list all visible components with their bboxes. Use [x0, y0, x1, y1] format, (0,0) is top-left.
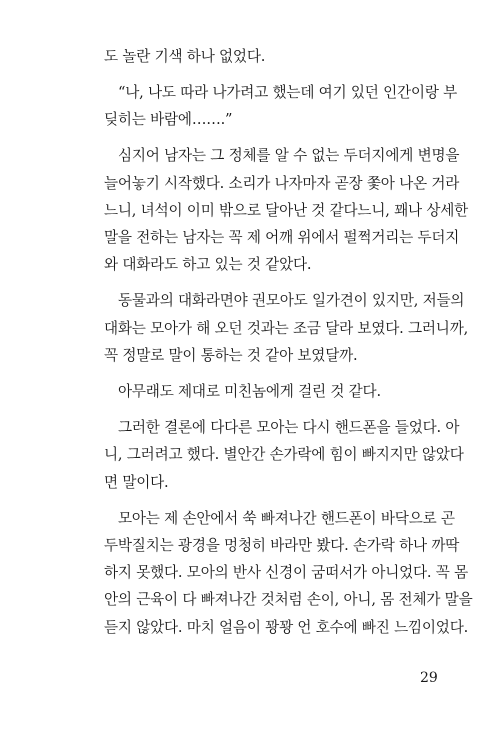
- text-line: 그러한 결론에 다다른 모아는 다시 핸드폰을 들었다. 아: [118, 419, 460, 436]
- text-line: 니, 그러려고 했다. 별안간 손가락에 힘이 빠지지만 않았다: [104, 446, 464, 463]
- text-line: 와 대화라도 하고 있는 것 같았다.: [104, 256, 312, 273]
- text-line: 듣지 않았다. 마치 얼음이 꽝꽝 언 호수에 빠진 느낌이었다.: [104, 619, 469, 636]
- text-line: 딪히는 바람에…….”: [104, 111, 233, 128]
- text-line: 대화는 모아가 해 오던 것과는 조금 달라 보였다. 그러니까,: [104, 320, 469, 337]
- text-line: 면 말이다.: [104, 474, 169, 491]
- text-line: 아무래도 제대로 미친놈에게 걸린 것 같다.: [118, 383, 381, 400]
- text-line: “나, 나도 따라 나가려고 했는데 여기 있던 인간이랑 부: [118, 84, 458, 101]
- page-number: 29: [420, 670, 438, 686]
- text-line: 안의 근육이 다 빠져나간 것처럼 손이, 아니, 몸 전체가 말을: [104, 591, 473, 608]
- text-line: 말을 전하는 남자는 꼭 제 어깨 위에서 펄쩍거리는 두더지: [104, 229, 460, 246]
- text-line: 하지 못했다. 모아의 반사 신경이 굼떠서가 아니었다. 꼭 몸: [104, 564, 469, 581]
- text-line: 모아는 제 손안에서 쑥 빠져나간 핸드폰이 바닥으로 곤: [118, 510, 455, 527]
- text-line: 동물과의 대화라면야 권모아도 일가견이 있지만, 저들의: [118, 292, 465, 309]
- text-line: 도 놀란 기색 하나 없었다.: [104, 48, 266, 65]
- text-line: 느니, 녀석이 이미 밖으로 달아난 것 같다느니, 꽤나 상세한: [104, 202, 469, 219]
- text-line: 두박질치는 광경을 멍청히 바라만 봤다. 손가락 하나 까딱: [104, 537, 460, 554]
- text-line: 꼭 정말로 말이 통하는 것 같아 보였달까.: [104, 347, 358, 364]
- text-line: 심지어 남자는 그 정체를 알 수 없는 두더지에게 변명을: [118, 147, 460, 164]
- text-line: 늘어놓기 시작했다. 소리가 나자마자 곧장 쫓아 나온 거라: [104, 175, 460, 192]
